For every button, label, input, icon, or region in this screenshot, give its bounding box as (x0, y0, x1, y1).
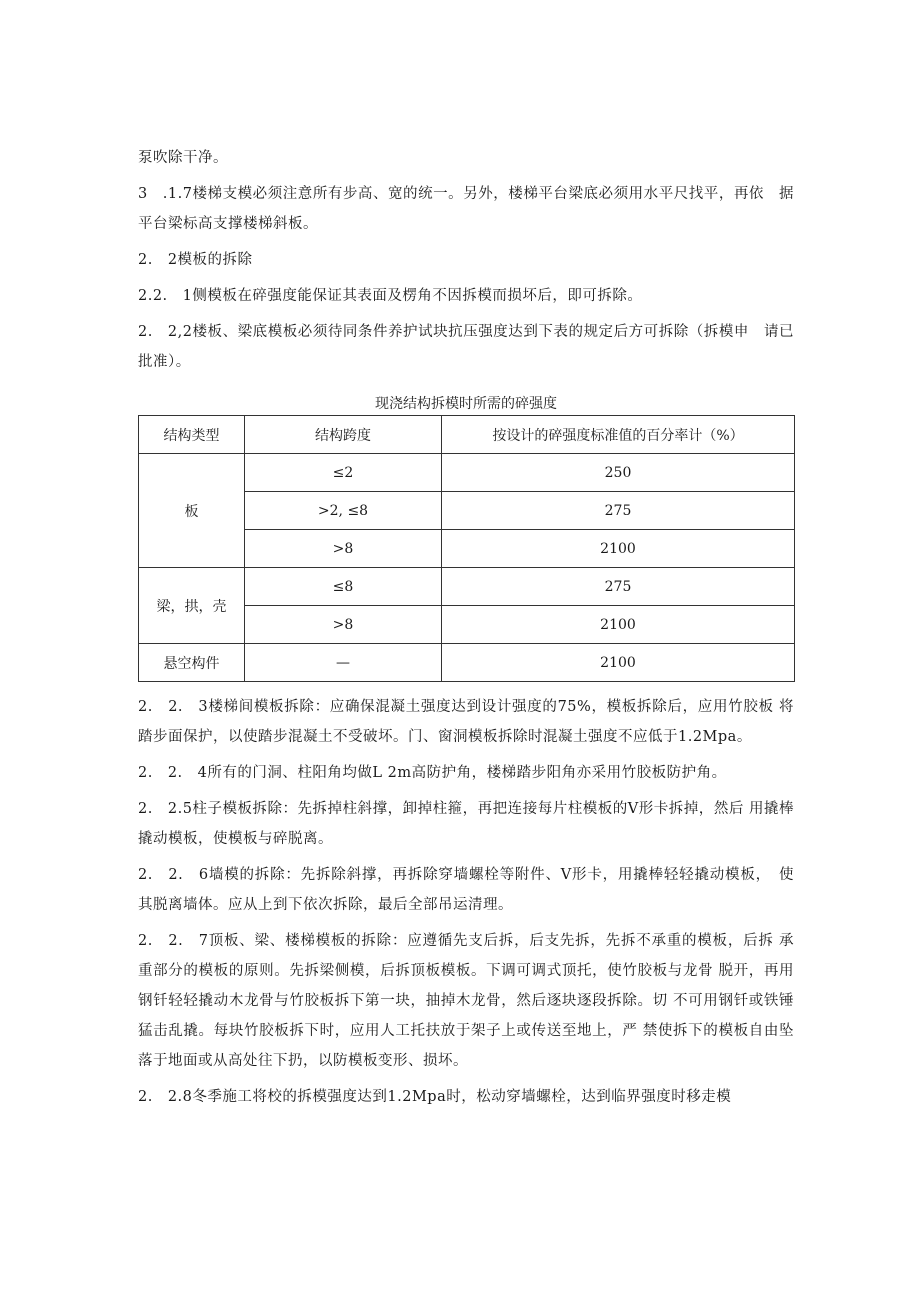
span-cell: ≤8 (245, 568, 442, 606)
paragraph-2-2-5: 2. 2.5柱子模板拆除：先拆掉柱斜撑，卸掉柱箍，再把连接每片柱模板的V形卡拆掉，然后 用撬棒撬动模板，使模板与碎脱离。 (138, 801, 794, 847)
paragraph-continuation: 泵吹除干净。 (138, 150, 228, 166)
span-cell: >8 (245, 530, 442, 568)
strength-table (138, 415, 795, 682)
paragraph-2-2-3: 2. 2. 3楼梯间模板拆除：应确保混凝土强度达到设计强度的75%，模板拆除后，应用竹胶板 将踏步面保护，以使踏步混凝土不受破坏。门、窗洞模板拆除时混凝土强度不应低于1.2Mpa。 (138, 699, 794, 745)
header-span: 结构跨度 (245, 416, 442, 454)
span-cell: ≤2 (245, 454, 442, 492)
span-cell: >8 (245, 606, 442, 644)
value-cell: 2100 (442, 644, 795, 682)
paragraph-2-2-2: 2. 2,2楼板、梁底模板必须待同条件养护试块抗压强度达到下表的规定后方可拆除（拆模申 请已批准）。 (138, 324, 794, 370)
paragraph-2-2-8: 2. 2.8冬季施工将校的拆模强度达到1.2Mpa时，松动穿墙螺栓，达到临界强度时移走模 (138, 1089, 732, 1105)
type-cell: 板 (139, 454, 245, 568)
paragraph-2-2-7: 2. 2. 7顶板、梁、楼梯模板的拆除：应遵循先支后拆，后支先拆，先拆不承重的模板，后拆 承重部分的模板的原则。先拆梁侧模，后拆顶板模板。下调可调式顶托，使竹胶板与龙骨 脱开，再用钢钎轻轻撬动木龙骨与竹胶板拆下第一块，抽掉木龙骨，然后逐块逐段拆除。切 不可用钢钎或铁锤猛击乱撬。每块竹胶板拆下时，应用人工托扶放于架子上或传送至地上，严 禁使拆下的模板自由坠落于地面或从高处往下扔，以防模板变形、损坏。 (138, 933, 794, 1069)
table-row (139, 568, 795, 606)
value-cell: 275 (442, 568, 795, 606)
table-row (139, 644, 795, 682)
value-cell: 2100 (442, 530, 795, 568)
value-cell: 275 (442, 492, 795, 530)
span-cell: — (245, 644, 442, 682)
table-title: 现浇结构拆模时所需的碎强度 (375, 396, 557, 412)
document-page (138, 0, 794, 1112)
header-structure-type: 结构类型 (139, 416, 245, 454)
value-cell: 250 (442, 454, 795, 492)
header-percentage: 按设计的碎强度标准值的百分率计（%） (442, 416, 795, 454)
paragraph-2-2-6: 2. 2. 6墙模的拆除：先拆除斜撑，再拆除穿墙螺栓等附件、V形卡，用撬棒轻轻撬动模板， 使其脱离墙体。应从上到下依次拆除，最后全部吊运清理。 (138, 867, 794, 913)
table-row (139, 454, 795, 492)
paragraph-2-2-4: 2. 2. 4所有的门洞、柱阳角均做L 2m高防护角，楼梯踏步阳角亦采用竹胶板防护角。 (138, 765, 727, 781)
type-cell: 悬空构件 (139, 644, 245, 682)
value-cell: 2100 (442, 606, 795, 644)
table-header-row (139, 416, 795, 454)
paragraph-2-2-1: 2.2. 1侧模板在碎强度能保证其表面及楞角不因拆模而损坏后，即可拆除。 (138, 288, 643, 304)
paragraph-3-1-7: 3 .1.7楼梯支模必须注意所有步高、宽的统一。另外，楼梯平台梁底必须用水平尺找平，再依 据平台梁标高支撑楼梯斜板。 (138, 186, 794, 232)
span-cell: >2, ≤8 (245, 492, 442, 530)
type-cell: 梁，拱，壳 (139, 568, 245, 644)
section-heading-2-2: 2. 2模板的拆除 (138, 252, 253, 268)
